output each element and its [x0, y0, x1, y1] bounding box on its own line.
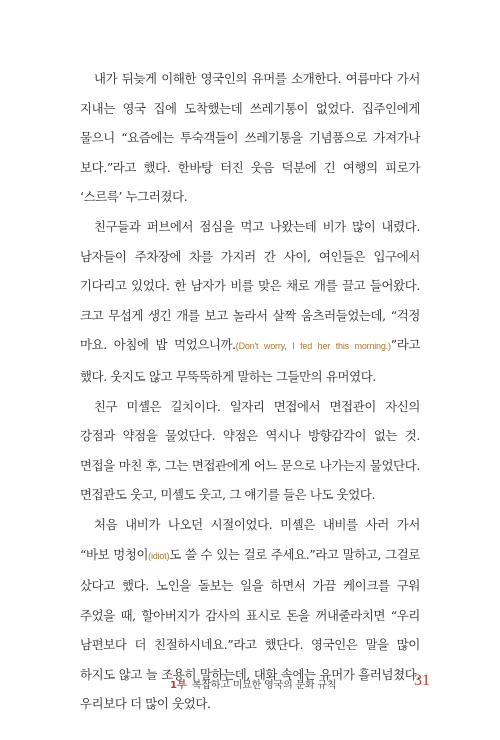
- body-text: [80, 64, 420, 719]
- paragraph-3: [80, 392, 420, 510]
- page-number: 31: [414, 672, 430, 689]
- english-gloss: (Don't worry, I fed her this morning.): [235, 341, 391, 352]
- paragraph-text: 처음 내비가 나오던 시절이었다. 미셸은 내비를 사러 가서 “바보 멍청이: [80, 516, 420, 562]
- footer-part-label: 1부: [170, 680, 187, 691]
- footer-chapter-title: 복잡하고 미묘한 영국의 문화 규칙: [192, 680, 337, 691]
- paragraph-text: ”라고 했다. 웃지도 않고 무뚝뚝하게 말하는 그들만의 유머였다.: [80, 337, 420, 384]
- paragraph-text: 도 쓸 수 있는 걸로 주세요.”라고 말하고, 그걸로 샀다고 했다. 노인을 돌보는 일을 하면서 가끔 케이크를 구워 주었을 때, 할아버지가 감사의 표시로 돈을 꺼내줄라치면 “우리 남편보다 더 친절하시네요.”라고 했단다. 영국인은 말을 많이 하지도 않고 늘 조용히 말하는데, 대화 속에는 유머가 흘러넘쳤다. 우리보다 더 많이 웃었다.: [80, 546, 421, 712]
- paragraph-text: 내가 뒤늦게 이해한 영국인의 유머를 소개한다. 여름마다 가서 지내는 영국 집에 도착했는데 쓰레기통이 없었다. 집주인에게 물으니 “요즘에는 투숙객들이 쓰레기통을 기념품으로 가져가나 보다.”라고 했다. 한바탕 터진 웃음 덕분에 긴 여행의 피로가 ‘스르륵’ 누그러졌다.: [80, 71, 420, 205]
- paragraph-text: 친구들과 퍼브에서 점심을 먹고 나왔는데 비가 많이 내렸다. 남자들이 주차장에 차를 가지러 간 사이, 여인들은 입구에서 기다리고 있었다. 한 남자가 비를 맞은 채로 개를 끌고 들어왔다. 크고 무섭게 생긴 개를 보고 놀라서 살짝 움츠러들었는데, “걱정 마요. 아침에 밥 먹었으니까.: [80, 218, 420, 353]
- page-footer: [170, 672, 430, 692]
- paragraph-1: [80, 64, 420, 212]
- paragraph-2: [80, 212, 420, 392]
- english-gloss: (idiot): [148, 550, 170, 561]
- paragraph-text: 친구 미셸은 길치이다. 일자리 면접에서 면접관이 자신의 강점과 약점을 물었단다. 약점은 역시나 방향감각이 없는 것. 면접을 마친 후, 그는 면접관에게 어느 문으로 나가는지 물었단다. 면접관도 웃고, 미셸도 웃고, 그 얘기를 들은 나도 웃었다.: [80, 398, 420, 503]
